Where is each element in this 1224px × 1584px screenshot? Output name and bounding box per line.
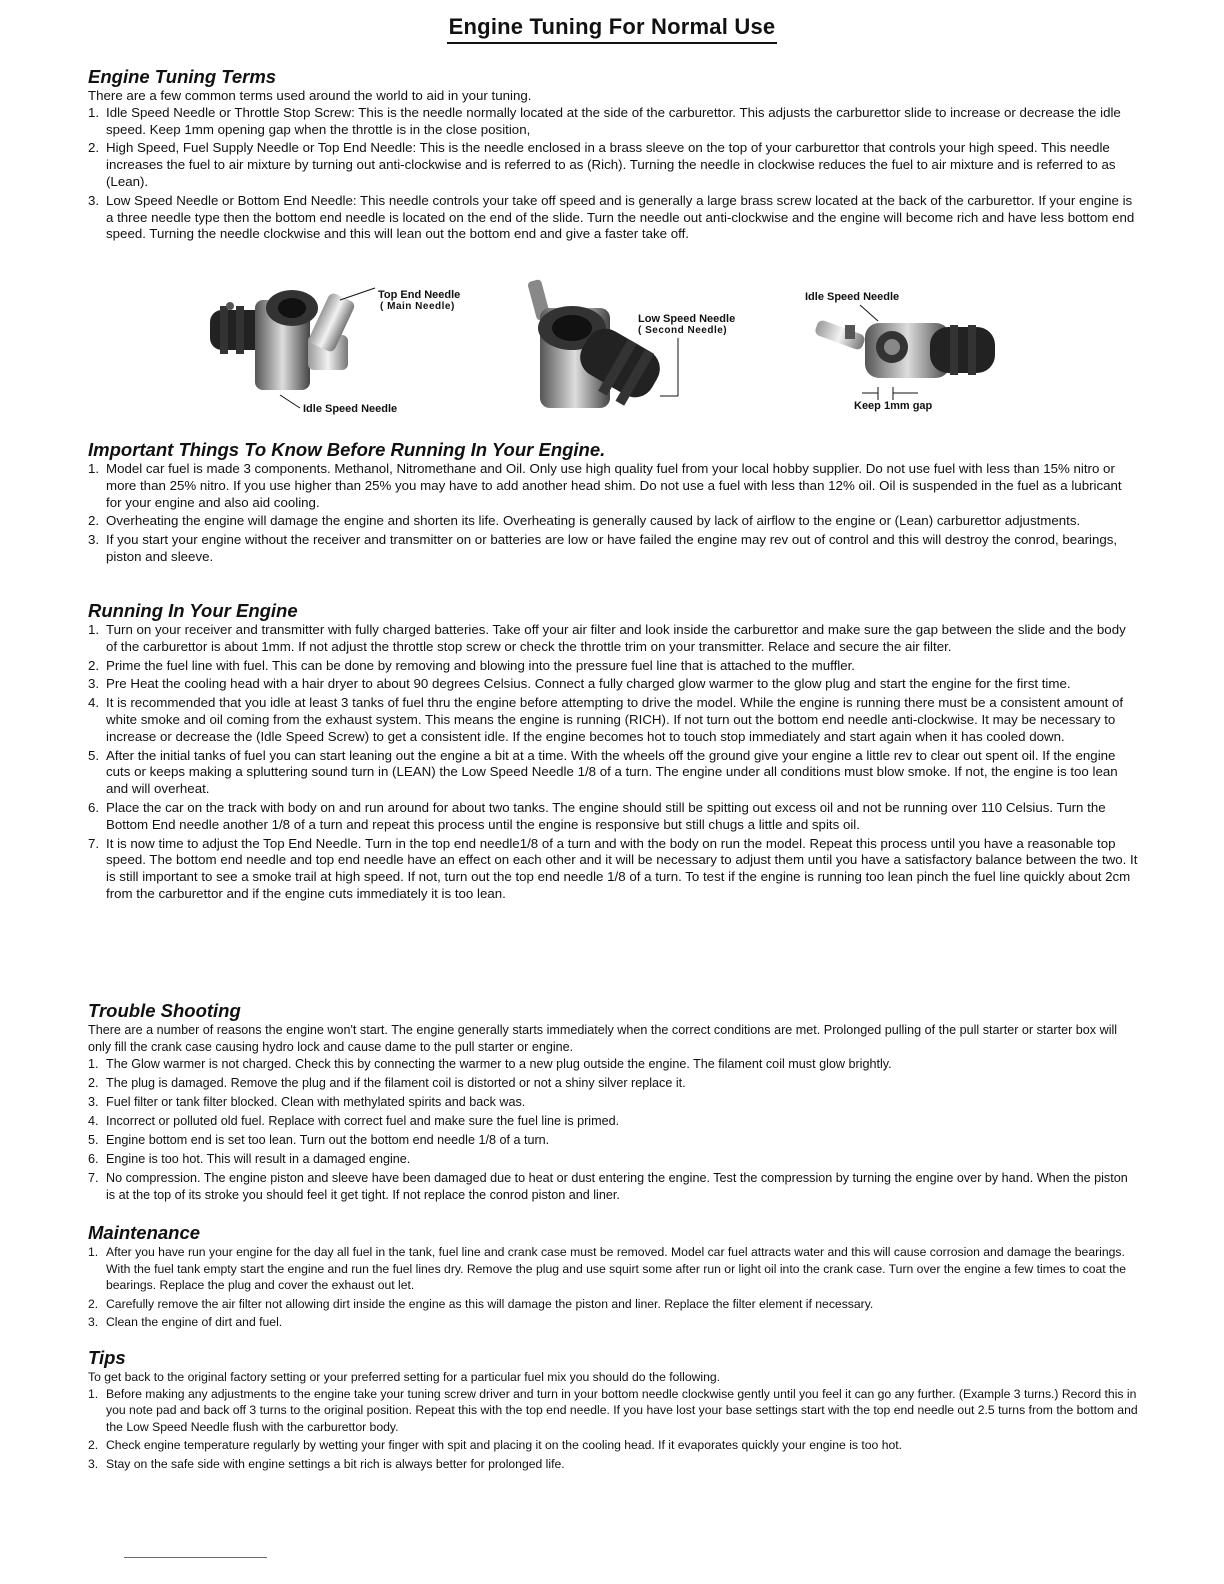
item-number: 6. bbox=[88, 799, 100, 815]
low-speed-needle-label: Low Speed Needle bbox=[638, 313, 736, 325]
main-needle-label: ( Main Needle) bbox=[380, 301, 455, 312]
trouble-shooting-section bbox=[88, 1000, 1138, 1206]
list-item bbox=[88, 140, 1138, 190]
tips-section bbox=[88, 1347, 1138, 1475]
list-item bbox=[88, 836, 1138, 903]
item-text: No compression. The engine piston and sleeve have been damaged due to heat or dust entering the engine. Test the compression by turning the engine over by hand. When the piston is at the top of its stroke you should feel it get tight. If not replace the conrod piston and liner. bbox=[106, 1171, 1128, 1202]
terms-list bbox=[88, 105, 1138, 243]
trouble-list bbox=[88, 1056, 1138, 1204]
carburettor-photo-1 bbox=[200, 280, 500, 420]
engine-tuning-terms-heading: Engine Tuning Terms bbox=[88, 66, 277, 87]
running-in-list bbox=[88, 622, 1138, 903]
list-item bbox=[88, 193, 1138, 243]
page-title-text: Engine Tuning For Normal Use bbox=[447, 14, 778, 44]
item-text: Engine is too hot. This will result in a damaged engine. bbox=[106, 1152, 411, 1166]
item-number: 2. bbox=[88, 513, 100, 529]
list-item bbox=[88, 658, 1138, 675]
item-number: 2. bbox=[88, 140, 100, 156]
important-heading: Important Things To Know Before Running In Your Engine. bbox=[88, 439, 606, 460]
list-item bbox=[88, 748, 1138, 798]
item-text: High Speed, Fuel Supply Needle or Top End Needle: This is the needle enclosed in a brass sleeve on the top of your carburettor that controls your high speed. This needle increases the fuel to air mixture by turning out anti-clockwise and is referred to as (Rich). Turning the needle in clockwise reduces the fuel to air mixture and is referred to as (Lean). bbox=[106, 140, 1116, 189]
item-number: 2. bbox=[88, 1296, 99, 1311]
list-item bbox=[88, 1296, 1138, 1313]
list-item bbox=[88, 1437, 1138, 1454]
item-number: 2. bbox=[88, 657, 100, 673]
item-text: After the initial tanks of fuel you can start leaning out the engine a bit at a time. With the wheels off the ground give your engine a little rev to clear out spent oil. If the engine cuts or keeps making a spluttering sound turn in (LEAN) the Low Speed Needle 1/8 of a turn. The engine under all conditions must blow smoke. If not, the engine is too lean and will overheat. bbox=[106, 747, 1118, 797]
item-number: 3. bbox=[88, 532, 100, 548]
item-number: 3. bbox=[88, 676, 100, 692]
item-number: 7. bbox=[88, 1171, 99, 1185]
list-item bbox=[88, 1094, 1138, 1111]
item-text: It is now time to adjust the Top End Needle. Turn in the top end needle1/8 of a turn and with the body on run the model. Repeat this process until you have a reasonable top speed. The bottom end needle and top end needle have an effect on each other and it will be necessary to adjust them until you have a satisfactory balance between the two. It is still important to see a smoke trail at high speed. If not, turn out the top end needle 1/8 of a turn. To test if the engine is running too lean pinch the fuel line quickly about 2cm from the carburettor and if the engine cuts immediately it is too lean. bbox=[106, 835, 1138, 901]
item-number: 1. bbox=[88, 1245, 99, 1259]
tips-list bbox=[88, 1386, 1138, 1473]
item-text: Carefully remove the air filter not allowing dirt inside the engine as this will damage the piston and liner. Replace the filter element if necessary. bbox=[106, 1296, 874, 1311]
list-item bbox=[88, 1244, 1138, 1294]
list-item bbox=[88, 513, 1138, 530]
maintenance-section bbox=[88, 1222, 1138, 1333]
item-text: Before making any adjustments to the engine take your tuning screw driver and turn in your bottom needle clockwise gently until you feel it can go any further. (Example 3 turns.) Record this in you note pad and back off 3 turns to the original position. Repeat this with the top end needle. If you have lost your base settings start with the top end needle out 2.5 turns from the bottom and the Low Speed Needle flush with the carburettor body. bbox=[106, 1386, 1138, 1434]
list-item bbox=[88, 695, 1138, 745]
item-number: 1. bbox=[88, 461, 100, 476]
item-text: If you start your engine without the receiver and transmitter on or batteries are low or have failed the engine may rev out of control and this will destroy the conrod, bearings, piston and sleeve. bbox=[106, 532, 1118, 564]
item-text: After you have run your engine for the day all fuel in the tank, fuel line and crank case must be removed. Model car fuel attracts water and this will cause corrosion and damage the bearings. With the fuel tank empty start the engine and run the fuel lines dry. Remove the plug and use squirt some after run or light oil into the crank case. Turn over the engine a few times to coat the bearings. Replace the plug and cover the exhaust out let. bbox=[106, 1245, 1127, 1293]
carburettor-figure-1 bbox=[200, 280, 500, 420]
item-number: 5. bbox=[88, 747, 100, 763]
idle-speed-needle-label-2: Idle Speed Needle bbox=[805, 291, 900, 303]
item-text: Place the car on the track with body on and run around for about two tanks. The engine should still be spitting out excess oil and not be running over 110 Celsius. Turn the Bottom End needle another 1/8 of a turn and repeat this process until the engine is responsive but still chugs a little and spits oil. bbox=[106, 799, 1106, 832]
list-item bbox=[88, 1132, 1138, 1149]
item-number: 1. bbox=[88, 622, 100, 637]
list-item bbox=[88, 1151, 1138, 1168]
item-number: 6. bbox=[88, 1152, 99, 1166]
trouble-intro: There are a number of reasons the engine won't start. The engine generally starts immediately when the correct conditions are met. Prolonged pulling of the pull starter or starter box will only fill the crank case causing hydro lock and cause dame to the pull starter or engine. bbox=[88, 1023, 1118, 1054]
maintenance-list bbox=[88, 1244, 1138, 1331]
item-number: 5. bbox=[88, 1133, 99, 1147]
important-section bbox=[88, 439, 1138, 568]
carburettor-photo-2 bbox=[520, 278, 760, 418]
list-item bbox=[88, 461, 1138, 511]
item-number: 2. bbox=[88, 1076, 99, 1090]
item-text: The Glow warmer is not charged. Check this by connecting the warmer to a new plug outside the engine. The filament coil must glow brightly. bbox=[106, 1057, 892, 1071]
idle-speed-needle-label-1: Idle Speed Needle bbox=[303, 403, 398, 415]
list-item bbox=[88, 1314, 1138, 1331]
running-in-section bbox=[88, 600, 1138, 905]
list-item bbox=[88, 1456, 1138, 1473]
top-end-needle-label: Top End Needle bbox=[378, 289, 461, 301]
list-item bbox=[88, 800, 1138, 834]
item-text: Prime the fuel line with fuel. This can be done by removing and blowing into the pressure fuel line that is attached to the muffler. bbox=[106, 657, 856, 673]
important-list bbox=[88, 461, 1138, 566]
maintenance-heading: Maintenance bbox=[88, 1222, 201, 1243]
list-item bbox=[88, 105, 1138, 139]
item-number: 3. bbox=[88, 192, 100, 208]
item-text: Model car fuel is made 3 components. Methanol, Nitromethane and Oil. Only use high quality fuel from your local hobby supplier. Do not use fuel with less than 15% nitro or more than 25% nitro. If you use higher than 25% you may have to add another head shim. Do not use a fuel with less than 12% oil. Oil is suspended in the fuel as a lubricant for your engine and also aid cooling. bbox=[106, 461, 1122, 510]
second-needle-label: ( Second Needle) bbox=[638, 325, 728, 336]
item-number: 1. bbox=[88, 104, 100, 120]
item-number: 7. bbox=[88, 835, 100, 851]
item-text: Idle Speed Needle or Throttle Stop Screw: This is the needle normally located at the side of the carburettor. This adjusts the carburettor slide to increase or decrease the idle speed. Keep 1mm opening gap when the throttle is in the close position, bbox=[106, 104, 1121, 137]
item-number: 3. bbox=[88, 1095, 99, 1109]
item-text: Stay on the safe side with engine settings a bit rich is always better for prolonged life. bbox=[106, 1456, 565, 1471]
item-number: 2. bbox=[88, 1438, 99, 1453]
item-number: 1. bbox=[88, 1057, 99, 1071]
running-in-heading: Running In Your Engine bbox=[88, 600, 298, 621]
item-text: Pre Heat the cooling head with a hair dryer to about 90 degrees Celsius. Connect a fully charged glow warmer to the glow plug and start the engine for the first time. bbox=[106, 676, 1071, 692]
list-item bbox=[88, 1113, 1138, 1130]
tips-intro: To get back to the original factory setting or your preferred setting for a particular fuel mix you should do the following. bbox=[88, 1370, 721, 1384]
list-item bbox=[88, 532, 1138, 566]
item-number: 3. bbox=[88, 1315, 99, 1330]
item-text: Overheating the engine will damage the engine and shorten its life. Overheating is generally caused by lack of airflow to the engine or (Lean) carburettor adjustments. bbox=[106, 513, 1081, 529]
carburettor-figure-3 bbox=[800, 285, 1010, 420]
page-title bbox=[0, 14, 1224, 44]
list-item bbox=[88, 622, 1138, 656]
list-item bbox=[88, 1075, 1138, 1092]
trouble-shooting-heading: Trouble Shooting bbox=[88, 1000, 241, 1021]
list-item bbox=[88, 1056, 1138, 1073]
item-text: Turn on your receiver and transmitter with fully charged batteries. Take off your air filter and look inside the carburettor and make sure the gap between the slide and the body of the carburettor is about 1mm. If not adjust the throttle stop screw or check the throttle trim on your transmitter. Relace and secure the air filter. bbox=[106, 622, 1126, 654]
item-text: Fuel filter or tank filter blocked. Clean with methylated spirits and back was. bbox=[106, 1095, 526, 1109]
item-text: Engine bottom end is set too lean. Turn out the bottom end needle 1/8 of a turn. bbox=[106, 1133, 550, 1147]
carburettor-figure-2 bbox=[520, 278, 760, 418]
item-number: 3. bbox=[88, 1456, 99, 1471]
terms-intro: There are a few common terms used around the world to aid in your tuning. bbox=[88, 88, 532, 103]
item-text: Check engine temperature regularly by wetting your finger with spit and placing it on the cooling head. If it evaporates quickly your engine is too hot. bbox=[106, 1438, 903, 1453]
keep-gap-label: Keep 1mm gap bbox=[854, 400, 933, 412]
engine-tuning-terms-section bbox=[88, 66, 1138, 245]
item-text: It is recommended that you idle at least 3 tanks of fuel thru the engine before attempting to drive the model. While the engine is running there must be a consistent amount of white smoke and oil coming from the exhaust system. This means the engine is running (RICH). If not turn out the bottom end needle anti-clockwise. It may be necessary to increase or decrease the (Idle Speed Screw) to get a consistent idle. If the engine becomes hot to touch stop immediately and start again when it has cooled down. bbox=[106, 695, 1124, 744]
item-number: 1. bbox=[88, 1386, 99, 1401]
item-text: Low Speed Needle or Bottom End Needle: This needle controls your take off speed and is generally a large brass screw located at the back of the carburettor. If your engine is a three needle type then the bottom end needle is located on the end of the slide. Turn the needle out anti-clockwise and the engine will become rich and have less bottom end speed. Turning the needle clockwise and this will lean out the bottom end and give a faster take off. bbox=[106, 192, 1135, 242]
list-item bbox=[88, 676, 1138, 693]
list-item bbox=[88, 1170, 1138, 1204]
item-number: 4. bbox=[88, 1114, 99, 1128]
list-item bbox=[88, 1386, 1138, 1436]
tips-heading: Tips bbox=[88, 1347, 126, 1368]
item-number: 4. bbox=[88, 695, 100, 711]
item-text: The plug is damaged. Remove the plug and if the filament coil is distorted or not a shiny silver replace it. bbox=[106, 1076, 686, 1090]
item-text: Clean the engine of dirt and fuel. bbox=[106, 1315, 283, 1330]
item-text: Incorrect or polluted old fuel. Replace with correct fuel and make sure the fuel line is primed. bbox=[106, 1114, 620, 1128]
footer-divider bbox=[124, 1557, 267, 1558]
